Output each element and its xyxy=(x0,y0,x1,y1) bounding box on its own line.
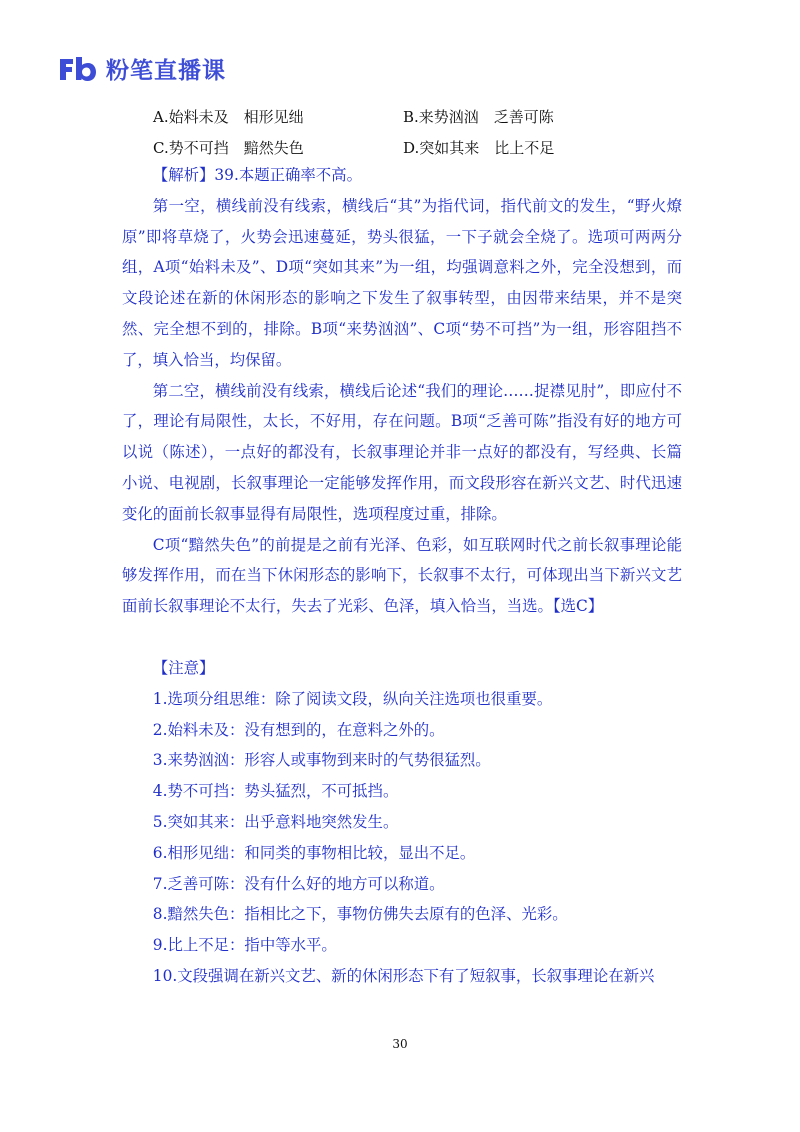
brand-logo xyxy=(58,52,226,85)
brand-name: 粉笔直播课 xyxy=(106,58,226,84)
note-item: 1.选项分组思维：除了阅读文段，纵向关注选项也很重要。 xyxy=(152,689,553,708)
option-row xyxy=(153,101,693,132)
analysis-section xyxy=(122,160,682,992)
note-item: 10.文段强调在新兴文艺、新的休闲形态下有了短叙事，长叙事理论在新兴 xyxy=(152,966,655,985)
note-item: 8.黯然失色：指相比之下，事物仿佛失去原有的色泽、光彩。 xyxy=(152,905,568,924)
option-c: C.势不可挡 黯然失色 xyxy=(153,139,304,157)
section-divider xyxy=(122,622,682,653)
note-item: 3.来势汹汹：形容人或事物到来时的气势很猛烈。 xyxy=(152,751,491,770)
option-d: D.突如其来 比上不足 xyxy=(403,139,555,157)
note-item: 9.比上不足：指中等水平。 xyxy=(152,936,337,955)
option-a: A.始料未及 相形见绌 xyxy=(153,108,304,126)
note-item: 7.乏善可陈：没有什么好的地方可以称道。 xyxy=(152,874,445,893)
note-item: 2.始料未及：没有想到的，在意料之外的。 xyxy=(152,720,445,739)
note-item: 6.相形见绌：和同类的事物相比较，显出不足。 xyxy=(152,843,476,862)
note-item: 5.突如其来：出乎意料地突然发生。 xyxy=(152,812,399,831)
fb-logo-icon xyxy=(58,55,98,83)
analysis-paragraph-3: C项“黯然失色”的前提是之前有光泽、色彩，如互联网时代之前长叙事理论能够发挥作用，而在当下休闲形态的影响下，长叙事不太行，可体现出当下新兴文艺面前长叙事理论不太行，失去了光彩、色泽，填入恰当，当选。【选C】 xyxy=(122,535,682,616)
answer-options xyxy=(153,101,693,163)
analysis-paragraph-1: 第一空，横线前没有线索，横线后“其”为指代词，指代前文的发生，“野火燎原”即将草烧了，火势会迅速蔓延，势头很猛，一下子就会全烧了。选项可两两分组，A项“始料未及”、D项“突如其来”为一组，均强调意料之外，完全没想到，而文段论述在新的休闲形态的影响之下发生了叙事转型，由因带来结果，并不是突然、完全想不到的，排除。B项“来势汹汹”、C项“势不可挡”为一组，形容阻挡不了，填入恰当，均保留。 xyxy=(122,196,682,369)
option-b: B.来势汹汹 乏善可陈 xyxy=(403,108,554,126)
analysis-intro: 【解析】39.本题正确率不高。 xyxy=(152,166,362,184)
page-number: 30 xyxy=(392,1037,408,1051)
notes-title: 【注意】 xyxy=(152,658,215,677)
analysis-paragraph-2: 第二空，横线前没有线索，横线后论述“我们的理论……捉襟见肘”，即应付不了，理论有局限性，太长，不好用，存在问题。B项“乏善可陈”指没有好的地方可以说（陈述），一点好的都没有，长叙事理论并非一点好的都没有，写经典、长篇小说、电视剧，长叙事理论一定能够发挥作用，而文段形容在新兴文艺、时代迅速变化的面前长叙事显得有局限性，选项程度过重，排除。 xyxy=(122,381,682,523)
option-row xyxy=(153,132,693,163)
note-item: 4.势不可挡：势头猛烈，不可抵挡。 xyxy=(152,782,399,801)
